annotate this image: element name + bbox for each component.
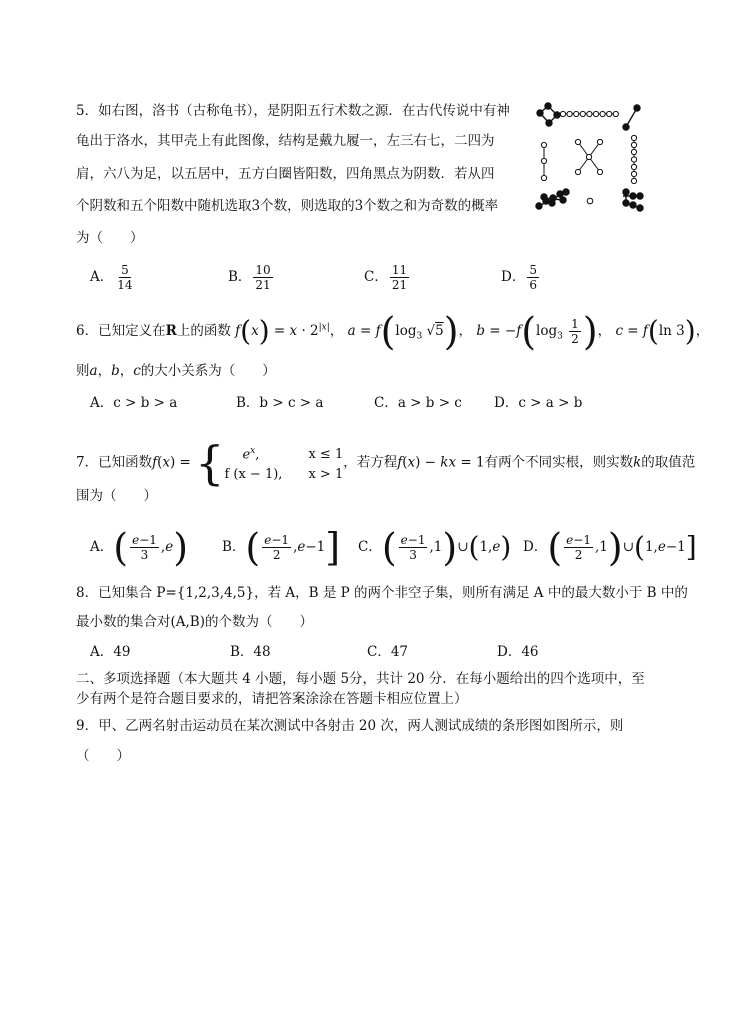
q6-option-c[interactable]: C．a > b > c <box>374 395 462 411</box>
luoshu-diagram <box>530 100 646 216</box>
q7-option-a[interactable]: A．( $\frac{e-1}{3}$ ,e) <box>90 525 189 570</box>
section2-line2: 少有两个是符合题目要求的，请把答案涂涂在答题卡相应位置上） <box>76 691 468 707</box>
section2-line1: 二、多项选择题（本大题共 4 小题，每小题 5分，共计 20 分．在每小题给出的四个选项中，至 <box>76 671 645 687</box>
q5-option-a[interactable]: A． $\frac{5}{14}$ <box>90 263 133 292</box>
q5-line2: 龟出于洛水，其甲壳上有此图像，结构是戴九履一，左三右七，二四为 <box>76 133 495 149</box>
q7-option-c[interactable]: C．( $\frac{e-1}{3}$ ,1)∪(1,e) <box>358 525 512 570</box>
luoshu-six-black <box>623 189 643 211</box>
q5-line3: 肩，六八为足，以五居中，五方白圈皆阳数，四角黑点为阴数．若从四 <box>76 166 495 182</box>
q7-line2: 围为（ ） <box>76 488 157 504</box>
q8-option-b[interactable]: B．48 <box>230 644 271 660</box>
luoshu-three-white <box>541 142 546 180</box>
q6-option-b[interactable]: B．b > c > a <box>236 395 324 411</box>
q5-option-b[interactable]: B． $\frac{10}{21}$ <box>228 263 271 292</box>
q6-line1: 6．已知定义在R上的函数 $f(x) = x \cdot 2^{|x|}$， $a = f(\log_3$ √5)， $b = -f(\log_3$ $\frac{1}{2}$ )， c = f(ln 3)， <box>76 309 710 354</box>
q6-option-d[interactable]: D．c > a > b <box>494 395 583 411</box>
q5-line5: 为（ ） <box>76 230 144 246</box>
q8-option-a[interactable]: A．49 <box>90 644 131 660</box>
luoshu-nine-white <box>560 111 618 116</box>
q7-line1: 7．已知函数f(x) = { $e^x$, x ≤ 1 f (x − 1), x > 1 ，若方程f(x) − kx = 1有两个不同实根，则实数k的取值范 <box>76 436 696 490</box>
q5-line1: 5．如右图，洛书（古称龟书），是阴阳五行术数之源．在古代传说中有神 <box>76 103 510 119</box>
q9-line1: 9．甲、乙两名射击运动员在某次测试中各射击 20 次，两人测试成绩的条形图如图所示，则 <box>76 718 624 734</box>
q9-line2: （ ） <box>76 748 130 764</box>
q7-option-d[interactable]: D．( $\frac{e-1}{2}$ ,1)∪(1,e−1] <box>523 525 697 570</box>
q8-line2: 最小数的集合对(A,B)的个数为（ ） <box>76 614 313 630</box>
q6-line2: 则a，b，c的大小关系为（ ） <box>76 363 276 379</box>
q8-option-c[interactable]: C．47 <box>367 644 409 660</box>
luoshu-four-black <box>537 103 560 126</box>
q7-option-b[interactable]: B．( $\frac{e-1}{2}$ ,e−1] <box>222 525 341 570</box>
luoshu-two-black <box>623 105 640 130</box>
q5-line4: 个阴数和五个阳数中随机选取3个数，则选取的3个数之和为奇数的概率 <box>76 198 499 214</box>
q8-option-d[interactable]: D．46 <box>497 644 539 660</box>
luoshu-eight-black <box>536 189 569 209</box>
luoshu-one-white <box>587 198 593 204</box>
q8-line1: 8．已知集合 P={1,2,3,4,5}，若 A，B 是 P 的两个非空子集，则所有满足 A 中的最大数小于 B 中的 <box>76 585 688 601</box>
luoshu-five-center <box>575 139 602 174</box>
q6-option-a[interactable]: A．c > b > a <box>90 395 178 411</box>
q5-option-d[interactable]: D． $\frac{5}{6}$ <box>501 263 537 292</box>
luoshu-seven-white <box>631 135 636 183</box>
q5-option-c[interactable]: C． $\frac{11}{21}$ <box>364 263 408 292</box>
